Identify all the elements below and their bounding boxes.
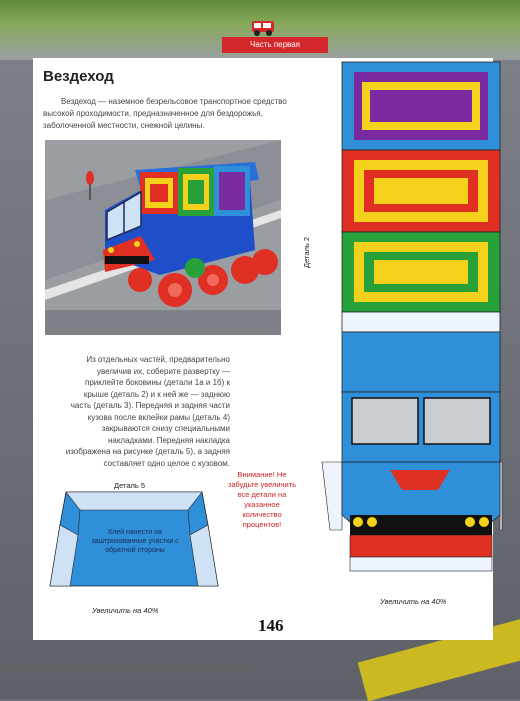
- intro-paragraph: Вездеход — наземное безрельсовое транспортное средство высокой проходимости, предназначенное для бездорожья, заболоченной местности, снежной целины.: [43, 97, 287, 130]
- vehicle-photo: [45, 140, 281, 335]
- page-number: 146: [258, 616, 284, 635]
- red-truck-icon: [250, 17, 276, 37]
- part2-net-diagram: [320, 60, 504, 590]
- part5-label: Деталь 5: [114, 481, 146, 490]
- warning-note: Внимание! Не забудьте увеличить все детали на указанное количество процентов!: [227, 470, 297, 529]
- part5-enlarge-note: Увеличить на 40%: [92, 606, 159, 615]
- part2-label: Деталь 2: [302, 236, 311, 268]
- section-tab: Часть первая: [222, 37, 328, 53]
- part2-enlarge-note: Увеличить на 40%: [380, 597, 447, 606]
- glue-note: Клей нанести на заштрихованные участки с обратной стороны: [91, 529, 179, 554]
- assembly-instructions: Из отдельных частей, предварительно увеличив их, соберите развертку — приклейте боковины (детали 1а и 1б) к крыше (деталь 2) и к ней же — заднюю часть (деталь 3). Передняя и задняя части кузова после вклейки рамы (деталь 4) закрываются снизу специальными накладками. Передняя накладка изображена на рисунке (деталь 5), а задняя составляет одно целое с кузовом.: [65, 355, 230, 468]
- page-title: Вездеход: [43, 68, 114, 85]
